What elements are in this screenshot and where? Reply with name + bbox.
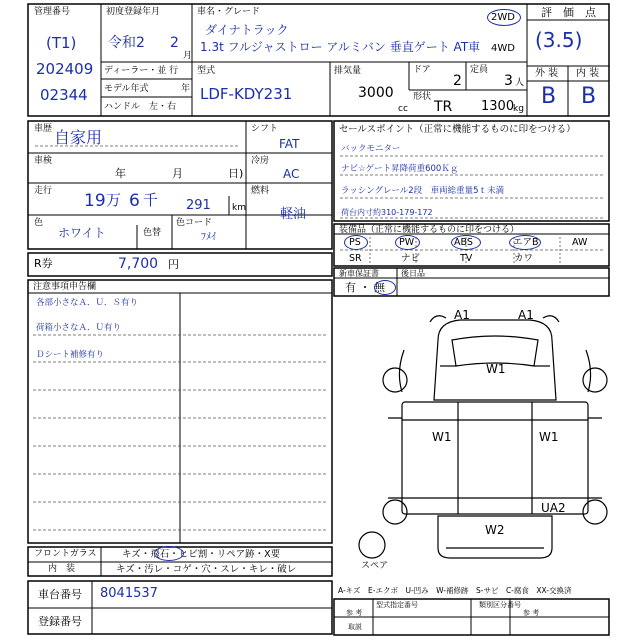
docs-label: 取説 [348,623,362,631]
shift-label: シフト [251,124,279,134]
sales-point-3: ラッシングレール2段 車両総重量5ｔ未満 [341,186,505,196]
equip-pw: PW [399,237,415,248]
load-value: 1300 [481,99,515,114]
doors-value: 2 [453,73,462,89]
dealer-label: ディーラー・並 行 [104,66,179,76]
inspection-label: 車検 [34,156,53,166]
interior-grade: B [581,84,597,109]
damage-mark-a1-right: A1 [518,308,534,322]
inspection-month-unit: 月 [172,167,183,180]
damage-mark-a1-left: A1 [454,308,470,322]
ac-value: AC [283,167,300,181]
damage-mark-w1-cab: W1 [486,362,506,376]
damage-mark-w1-right: W1 [539,430,559,444]
model-year-unit: 年 [181,84,191,94]
interior-condition-label: 内 装 [48,564,76,574]
equipment-label: 装備品（正常に機能するものに印をつける） [339,225,520,235]
ps-circle [344,235,368,250]
color-code-value: ﾌﾒｲ [201,232,216,243]
sales-points-label: セールスポイント（正常に機能するものに印をつける） [339,124,576,135]
equip-aw: AW [572,237,588,248]
displacement-label: 排気量 [334,66,362,76]
interior-condition-value: キズ・汚レ・コゲ・穴・スレ・キレ・破レ [116,564,297,575]
drive-4wd: 4WD [491,43,515,54]
damage-mark-w2-rear: W2 [485,523,505,537]
exterior-label: 外 装 [535,68,559,79]
car-grade: 1.3t フルジャストロー アルミバン 垂直ゲート AT車 [200,40,481,54]
equip-tv: TV [460,253,473,264]
fuel-value: 軽油 [280,207,307,222]
front-glass-label: フロントガラス [34,549,97,559]
displacement-unit: cc [398,104,408,114]
recycle-amount: 7,700 [118,256,159,272]
front-glass-value: キズ・飛石・ヒビ割・リペア跡・X要 [122,549,281,560]
recycle-label: R券 [34,257,53,270]
type-label: 型式 [197,66,216,76]
color-code-label: 色コード [176,218,213,228]
shift-value: FAT [279,137,300,151]
mileage-sen: 6 [129,191,140,211]
first-reg-era: 令和2 [108,35,145,51]
damage-legend: A-キズ E-エクボ U-凹み W-補修跡 S-サビ C-腐食 XX-交換済 [338,586,572,595]
model-code: LDF-KDY231 [200,85,293,103]
sales-point-1: バックモニター [341,144,401,154]
equip-abs: ABS [454,237,473,248]
load-unit: kg [513,104,524,114]
interior-label: 内 装 [576,68,600,79]
shape-label: 形状 [413,92,432,102]
abs-circle [451,235,481,250]
mileage-man-unit: 万 [106,191,122,209]
model-year-label: モデル年式 [104,84,149,94]
equip-sr: SR [349,253,362,264]
color-label: 色 [34,218,44,228]
category-ref-label: 参 考 [523,609,540,617]
note-line-3: Ｄシート補修有り [36,350,105,360]
equip-leather: カワ [514,253,534,264]
drive-2wd: 2WD [491,12,515,23]
mileage-label: 走行 [34,186,53,196]
chip-circle [154,546,184,561]
mileage-sen-unit: 千 [143,191,159,209]
recycle-yen-unit: 円 [168,258,179,271]
registration-label: 登録番号 [38,615,82,628]
inspection-year-unit: 年 [115,167,126,180]
shape-value: TR [434,99,453,115]
mgmt-no-line-1: (T1) [46,34,77,52]
equip-ps: PS [349,237,361,248]
usage-label: 車歴 [34,124,53,134]
usage-value: 自家用 [54,128,103,147]
score-label: 評 価 点 [541,6,596,19]
warranty-value: 有 ・ 無 [345,281,385,294]
pw-circle [395,235,420,250]
exterior-grade: B [541,84,557,109]
mileage-man: 19 [84,191,106,211]
handle-label: ハンドル 左・右 [104,102,177,112]
category-label: 類別区分番号 [479,601,521,609]
damage-mark-w1-left: W1 [432,430,452,444]
first-reg-label: 初度登録年月 [106,7,161,17]
model-ref-label: 参 考 [346,609,363,617]
chassis-number: 8041537 [100,586,158,601]
capacity-label: 定員 [470,65,489,75]
car-name: ダイナトラック [205,23,289,37]
warranty-none-circle [374,280,396,295]
fuel-label: 燃料 [251,186,270,196]
equip-navi: ナビ [401,253,421,264]
sales-point-4: 荷台内寸約310-179-172 [341,208,433,217]
capacity-value: 3 [504,73,513,89]
inspection-day-unit: 日) [228,167,244,180]
capacity-unit: 人 [515,78,525,88]
notes-label: 注意事項申告欄 [33,282,97,292]
ac-label: 冷房 [251,156,270,166]
note-line-1: 各部小さなＡ．Ｕ．Ｓ有り [36,298,139,308]
color-change-label: 色替 [143,228,162,238]
car-name-label: 車名・グレード [197,7,261,17]
airbag-circle [509,235,541,250]
displacement-value: 3000 [358,85,394,101]
mgmt-no-label: 管理番号 [34,7,71,17]
warranty-label: 新車保証書 [339,269,379,278]
spare-label: スペア [361,561,389,571]
doors-label: ドア [413,65,431,75]
later-items-label: 後日品 [401,269,425,278]
damage-mark-ua2: UA2 [541,501,566,515]
model-designation-label: 型式指定番号 [376,601,418,609]
score-value: (3.5) [535,28,583,52]
note-line-2: 荷箱小さなＡ．Ｕ有り [36,323,122,333]
sales-point-2: ナビ☆ゲート昇降荷重600Ｋｇ [341,164,459,174]
mileage-km-unit: km [232,203,246,213]
first-reg-month-unit: 月 [183,51,193,61]
color-value: ホワイト [58,226,106,240]
mgmt-no-line-3: 02344 [40,86,88,104]
equip-airbag: エアB [513,237,539,248]
mileage-rest: 291 [186,198,211,213]
first-reg-month: 2 [170,35,179,51]
chassis-label: 車台番号 [38,588,82,601]
mgmt-no-line-2: 202409 [36,60,94,78]
